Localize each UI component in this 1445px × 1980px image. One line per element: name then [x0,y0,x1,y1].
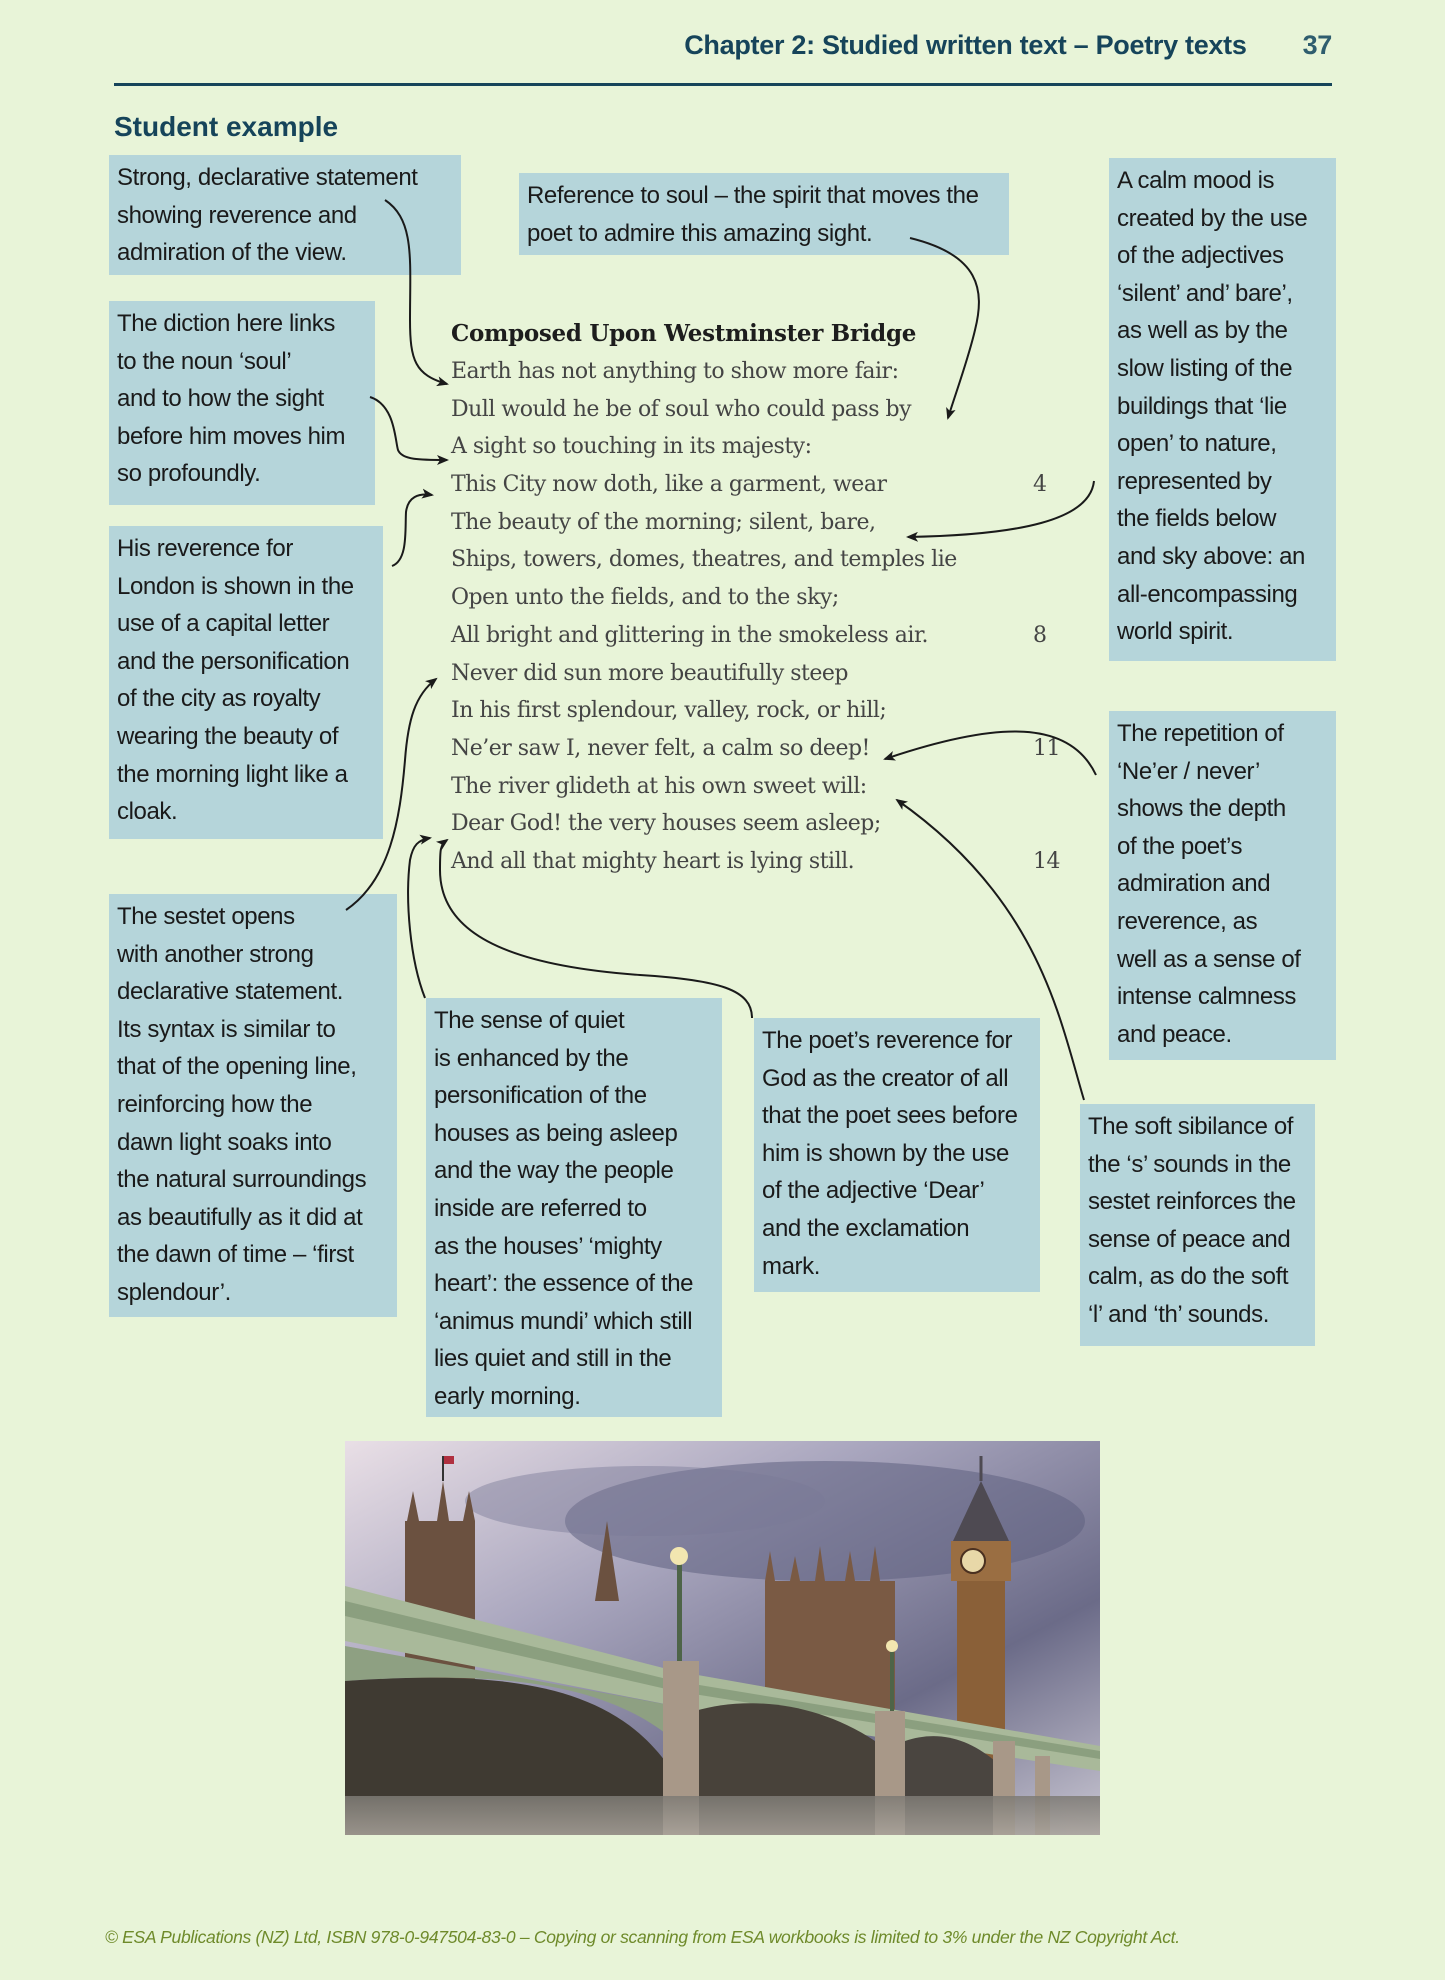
poem-line-text: Ne’er saw I, never felt, a calm so deep! [451,735,870,761]
poem-line-text: Ships, towers, domes, theatres, and temples lie [451,547,957,573]
annotation-line: buildings that ‘lie [1117,392,1287,420]
annotation-line: the fields below [1117,505,1277,533]
page-number: 37 [1302,30,1332,60]
annotation-line: as well as by the [1117,317,1288,345]
poem-line [451,353,1051,391]
annotation-line: Its syntax is similar to [117,1015,336,1043]
poem-line [451,466,1051,504]
annotation-line: Strong, declarative statement [117,164,418,191]
poem-line-text: Dear God! the very houses seem asleep; [451,811,881,837]
poem-line-text: Open unto the fields, and to the sky; [451,585,839,611]
poem-line-text: The river glideth at his own sweet will: [451,773,867,799]
annotation-line: A calm mood is [1117,167,1275,194]
annotation-line: him is shown by the use [762,1139,1009,1167]
annotation-line: and to how the sight [117,385,324,413]
poem [451,320,1060,881]
annotation-line: ‘silent’ and’ bare’, [1117,279,1293,307]
annotation-line: sense of peace and [1088,1225,1291,1253]
annotation-line: showing reverence and [117,201,357,229]
annotation-soul-reference [519,173,1009,255]
annotation-line: splendour’. [117,1278,231,1306]
poem-line [451,805,1051,843]
annotation-line: wearing the beauty of [117,722,339,750]
poem-line [451,730,1060,768]
poem-lines [451,353,1060,881]
annotation-line: so profoundly. [117,460,261,488]
annotation-line: the morning light like a [117,760,348,788]
annotation-line: admiration of the view. [117,239,347,267]
annotation-line: The repetition of [1117,720,1284,747]
poem-line-text: A sight so touching in its majesty: [451,434,812,460]
running-header [0,30,1332,61]
annotation-line: to the noun ‘soul’ [117,347,292,375]
annotation-line: reverence, as [1117,907,1258,935]
annotation-line: ‘animus mundi’ which still [434,1307,693,1335]
poem-line-text: Dull would he be of soul who could pass by [451,396,911,422]
annotation-line: heart’: the essence of the [434,1270,694,1298]
annotation-line: His reverence for [117,535,293,562]
annotation-line: mark. [762,1252,821,1280]
annotation-line: lies quiet and still in the [434,1345,672,1373]
poem-line [451,692,1051,730]
chapter-title: Chapter 2: Studied written text – Poetry texts [684,30,1247,60]
annotation-line: The sestet opens [117,903,295,930]
annotation-line: intense calmness [1117,983,1297,1011]
annotation-line: of the city as royalty [117,685,321,713]
photo-illustration [345,1441,1100,1835]
annotation-line: created by the use [1117,204,1308,232]
poem-line-text: All bright and glittering in the smokeless air. [451,622,929,648]
annotation-diction [109,301,375,505]
arrow-quiet [408,838,430,998]
copyright-footer: © ESA Publications (NZ) Ltd, ISBN 978-0-947504-83-0 – Copying or scanning from ESA workbooks is limited to 3% under the NZ Copyright Act. [105,1927,1180,1947]
line-number: 14 [1033,848,1060,874]
annotation-line: well as a sense of [1117,945,1301,973]
poem-line-text: Earth has not anything to show more fair: [451,359,899,384]
river [345,1796,1100,1835]
poem-line-text: This City now doth, like a garment, wear [451,472,887,498]
annotation-line: that of the opening line, [117,1053,357,1081]
annotation-line: cloak. [117,798,178,826]
annotation-sestet [109,894,397,1317]
annotation-line: the ‘s’ sounds in the [1088,1150,1291,1178]
annotation-line: ‘l’ and ‘th’ sounds. [1088,1300,1270,1328]
annotation-line: declarative statement. [117,978,343,1006]
annotation-line: poet to admire this amazing sight. [527,219,873,247]
line-number: 4 [1033,472,1047,498]
annotation-reverence-london [109,526,383,839]
annotation-repetition [1109,711,1336,1060]
annotation-line: and the personification [117,647,350,675]
annotation-calm-mood [1109,158,1336,661]
section-title: Student example [114,111,339,142]
annotation-line: of the poet’s [1117,832,1243,860]
annotation-line: The sense of quiet [434,1007,625,1034]
annotation-line: dawn light soaks into [117,1128,332,1156]
line-number: 11 [1033,735,1060,761]
annotation-line: world spirit. [1117,618,1234,646]
annotation-line: slow listing of the [1117,354,1293,382]
arrow-diction [370,397,447,460]
annotation-line: The poet’s reverence for [762,1027,1013,1054]
annotation-line: and sky above: an [1117,542,1306,570]
annotation-declarative [109,155,461,275]
annotation-line: early morning. [434,1382,581,1410]
annotation-line: reinforcing how the [117,1090,313,1118]
poem-line [451,617,1051,655]
annotation-line: inside are referred to [434,1194,647,1222]
annotation-line: The soft sibilance of [1088,1113,1294,1140]
westminster-bridge-photo [345,1441,1100,1835]
poem-line-text: And all that mighty heart is lying still. [451,848,855,874]
annotation-line: ‘Ne’er / never’ [1117,757,1260,785]
annotation-line: sestet reinforces the [1088,1188,1296,1216]
annotation-line: and peace. [1117,1020,1232,1048]
annotation-line: Reference to soul – the spirit that moves the [527,182,979,209]
poem-line [451,504,1051,542]
poem-line-text: Never did sun more beautifully steep [451,660,849,686]
annotation-line: the natural surroundings [117,1166,367,1194]
poem-line [451,428,1051,466]
poem-line [451,768,1051,806]
poem-line [451,391,1051,429]
poem-line-text: The beauty of the morning; silent, bare, [451,509,876,535]
annotation-line: represented by [1117,467,1272,495]
annotation-line: is enhanced by the [434,1044,629,1072]
annotation-reverence-god [754,1018,1040,1292]
annotation-line: as the houses’ ‘mighty [434,1232,662,1260]
annotation-line: that the poet sees before [762,1102,1018,1130]
annotation-line: calm, as do the soft [1088,1263,1289,1291]
header-rule [114,83,1332,86]
poem-line [451,843,1060,881]
poem-line [451,541,1051,579]
annotation-line: The diction here links [117,310,335,337]
annotation-line: London is shown in the [117,572,354,600]
annotation-sibilance [1080,1104,1315,1346]
poem-line-text: In his first splendour, valley, rock, or hill; [451,698,887,724]
annotation-line: of the adjective ‘Dear’ [762,1177,985,1205]
poem-line [451,579,1051,617]
annotation-line: personification of the [434,1082,647,1110]
annotation-line: as beautifully as it did at [117,1203,363,1231]
annotation-line: with another strong [117,940,314,968]
poem-line [451,655,1051,693]
line-number: 8 [1033,622,1047,648]
annotation-line: all-encompassing [1117,580,1298,608]
annotation-line: before him moves him [117,422,346,450]
annotation-quiet [426,998,722,1417]
annotation-line: open’ to nature, [1117,430,1277,458]
poem-title: Composed Upon Westminster Bridge [451,320,917,347]
annotation-line: and the exclamation [762,1214,970,1242]
arrow-reverence-london [392,495,432,566]
annotation-line: houses as being asleep [434,1119,678,1147]
annotation-line: and the way the people [434,1157,674,1185]
annotation-line: God as the creator of all [762,1064,1009,1092]
annotation-line: shows the depth [1117,795,1286,823]
annotation-line: admiration and [1117,870,1271,898]
annotation-line: use of a capital letter [117,610,330,638]
annotation-line: the dawn of time – ‘first [117,1241,354,1269]
annotation-line: of the adjectives [1117,242,1284,270]
